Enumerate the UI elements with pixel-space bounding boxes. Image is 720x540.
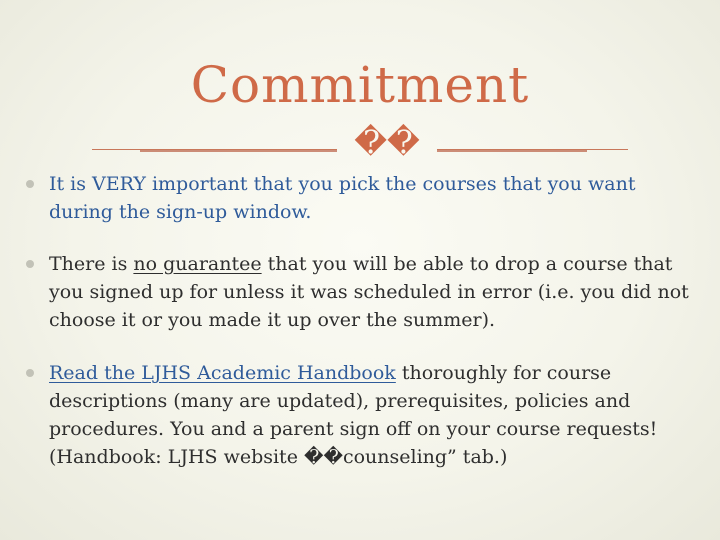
- bullet-text-rest: thoroughly for course descriptions (many are updated), prerequisites, policies and procedures. You and a parent sign off on your course requests! (Handbook: LJHS website ��: [49, 362, 658, 468]
- bullet-list: [24, 170, 696, 497]
- bullet-text-tail: counseling” tab.): [342, 446, 508, 468]
- title-divider: [92, 123, 628, 162]
- bullet-text: It is VERY important that you pick the courses that you want during the sign-up window.: [49, 173, 636, 223]
- bullet-text: [49, 250, 696, 334]
- bullet-dot: [26, 260, 34, 268]
- bullet-text-start: There is: [49, 253, 134, 275]
- bullet-text: [49, 359, 696, 471]
- divider-glyphs: ��: [354, 123, 420, 161]
- divider-line-left-accent: [140, 150, 337, 152]
- bullet-item: [24, 359, 696, 471]
- bullet-item: [24, 250, 696, 334]
- slide-title: Commitment: [190, 56, 530, 114]
- bullet-dot: [26, 180, 34, 188]
- no-guarantee-emphasis: no guarantee: [133, 253, 262, 275]
- bullet-text-rest: that you will be able to drop a course that you signed up for unless it was scheduled in error (i.e. you did not choose it or you made it up over the summer).: [49, 253, 689, 331]
- bullet-dot: [26, 369, 34, 377]
- divider-line-right-accent: [437, 150, 587, 152]
- bullet-item: [24, 170, 696, 226]
- handbook-link[interactable]: Read the LJHS Academic Handbook: [49, 362, 396, 384]
